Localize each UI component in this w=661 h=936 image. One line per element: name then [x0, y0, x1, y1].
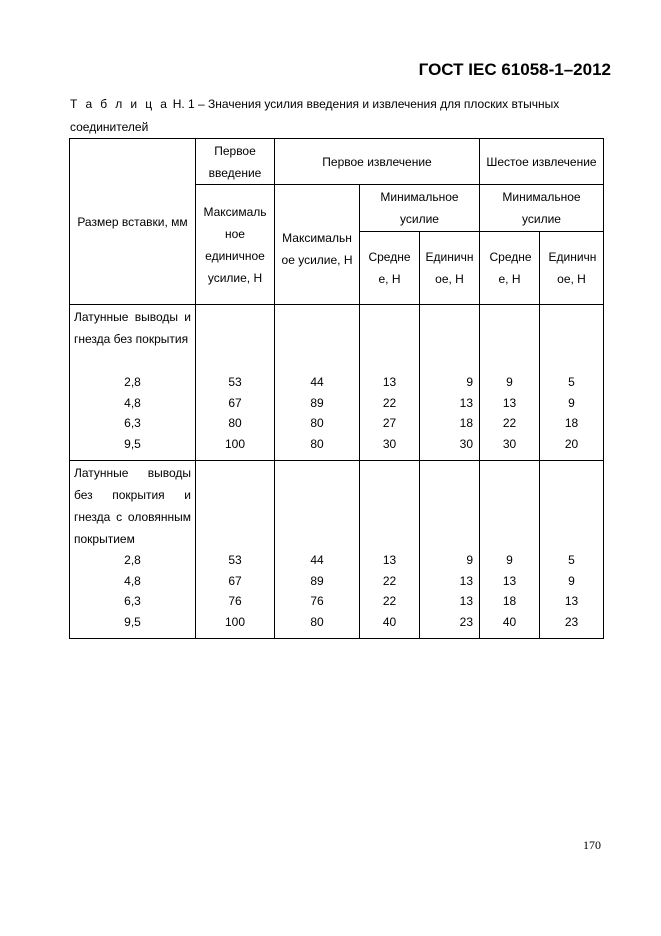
cell-value: 13	[459, 395, 473, 410]
cell-value: 22	[382, 395, 397, 410]
cell-value: 100	[224, 614, 246, 629]
page-number: 170	[583, 838, 601, 852]
group-title: Латунные выводы и гнезда без покрытия	[74, 310, 191, 346]
cell-value: 22	[382, 594, 397, 608]
header-average-sixth: Средне е, Н	[480, 232, 540, 305]
cell-value: 100	[224, 436, 246, 451]
cell-value: 5	[568, 553, 575, 567]
cell-value: 40	[502, 614, 517, 629]
cell-value: 30	[459, 436, 473, 451]
cell-value: 9	[506, 375, 513, 389]
cell-value: 67	[228, 573, 242, 588]
cell-value: 13	[459, 594, 473, 608]
caption-text: Н. 1 – Значения усилия введения и извлечения для плоских втычных соединителей	[70, 97, 560, 134]
header-average-first: Средне е, Н	[360, 232, 420, 305]
header-sixth-extraction: Шестое извлечение	[480, 139, 604, 185]
cell-value: 80	[310, 614, 324, 629]
cell-size: 9,5	[124, 436, 141, 451]
cell-value: 9	[466, 375, 473, 389]
table-row-group-1	[70, 305, 604, 461]
cell-value: 30	[502, 436, 517, 451]
cell-value: 89	[310, 573, 324, 588]
cell-value: 13	[382, 553, 397, 567]
cell-value: 5	[568, 375, 575, 389]
cell-value: 23	[459, 614, 473, 629]
cell-size: 9,5	[124, 614, 141, 629]
header-max-force: Максимальн ое усилие, Н	[275, 185, 360, 305]
cell-value: 80	[310, 416, 324, 430]
header-single-first: Единичн ое, Н	[420, 232, 480, 305]
header-size: Размер вставки, мм	[70, 139, 196, 305]
table-caption	[70, 93, 610, 139]
cell-value: 9	[466, 553, 473, 567]
header-first-extraction: Первое извлечение	[275, 139, 480, 185]
cell-value: 13	[459, 573, 473, 588]
cell-value: 44	[310, 375, 324, 389]
cell-value: 23	[564, 614, 579, 629]
cell-value: 18	[459, 416, 473, 430]
group-title: Латунные выводы без покрытия и гнезда с оловянным покрытием	[74, 466, 191, 546]
cell-value: 80	[228, 416, 242, 430]
cell-value: 44	[310, 553, 324, 567]
force-table	[69, 138, 604, 639]
cell-value: 13	[564, 594, 579, 608]
cell-value: 80	[310, 436, 324, 451]
cell-value: 53	[228, 553, 242, 567]
cell-value: 22	[382, 573, 397, 588]
cell-value: 76	[310, 594, 324, 608]
cell-size: 4,8	[124, 395, 141, 410]
header-first-insertion: Первое введение	[196, 139, 275, 185]
cell-value: 18	[564, 416, 579, 430]
table-row-group-2	[70, 461, 604, 639]
header-min-force-sixth: Минимальное усилие	[480, 185, 604, 232]
cell-value: 22	[502, 416, 517, 430]
cell-value: 30	[382, 436, 397, 451]
cell-value: 20	[564, 436, 579, 451]
cell-value: 76	[228, 594, 242, 608]
cell-size: 4,8	[124, 573, 141, 588]
cell-value: 9	[506, 553, 513, 567]
cell-value: 9	[568, 395, 575, 410]
header-max-single-force: Максималь ное единичное усилие, Н	[196, 185, 275, 305]
document-code: ГОСТ IEC 61058-1–2012	[418, 60, 611, 79]
cell-value: 89	[310, 395, 324, 410]
cell-size: 6,3	[124, 416, 141, 430]
cell-size: 2,8	[124, 553, 141, 567]
cell-value: 67	[228, 395, 242, 410]
cell-size: 6,3	[124, 594, 141, 608]
cell-value: 27	[382, 416, 397, 430]
header-min-force-first: Минимальное усилие	[360, 185, 480, 232]
cell-value: 53	[228, 375, 242, 389]
cell-value: 13	[502, 573, 517, 588]
header-single-sixth: Единичн ое, Н	[540, 232, 604, 305]
cell-value: 13	[382, 375, 397, 389]
cell-value: 9	[568, 573, 575, 588]
cell-size: 2,8	[124, 375, 141, 389]
cell-value: 40	[382, 614, 397, 629]
caption-label: Т а б л и ц а	[70, 97, 170, 111]
cell-value: 18	[502, 594, 517, 608]
cell-value: 13	[502, 395, 517, 410]
